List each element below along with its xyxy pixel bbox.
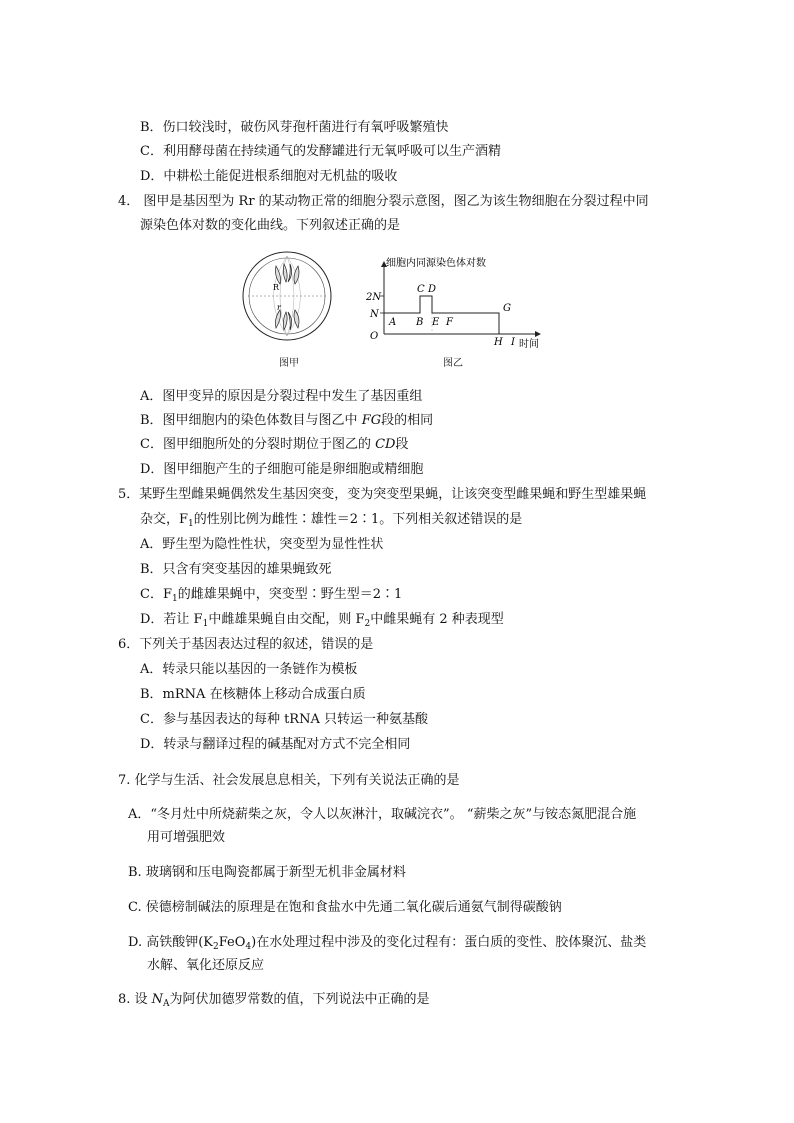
y-tick-2n: 2N xyxy=(366,292,382,303)
q7-option-a-line2: 用可增强肥效 xyxy=(147,830,226,845)
q4-stem-line2: 源染色体对数的变化曲线。下列叙述正确的是 xyxy=(140,218,401,233)
point-c: C xyxy=(417,284,425,295)
q6-option-a: A．转录只能以基因的一条链作为模板 xyxy=(140,662,358,677)
q5-option-b: B．只含有突变基因的雄果蝇致死 xyxy=(140,562,332,577)
q7-option-d-line2: 水解、氧化还原反应 xyxy=(147,958,265,973)
y-axis-title: 细胞内同源染色体对数 xyxy=(386,258,486,269)
figure-a-cell-diagram xyxy=(240,250,340,350)
origin-label: O xyxy=(370,331,379,342)
q4-option-c: C．图甲细胞所处的分裂时期位于图乙的 CD段 xyxy=(140,437,409,452)
q4-option-a: A．图甲变异的原因是分裂过程中发生了基因重组 xyxy=(140,389,423,404)
point-e: E xyxy=(432,317,440,328)
y-tick-n: N xyxy=(370,309,379,320)
q5-stem-line2: 杂交，$F_1$的性别比例为雌性∶雄性＝2∶1。下列相关叙述错误的是 xyxy=(140,512,523,529)
q6-stem: 6．下列关于基因表达过程的叙述，错误的是 xyxy=(118,637,374,652)
point-f: F xyxy=(446,317,453,328)
point-h: H xyxy=(494,337,503,348)
point-b: B xyxy=(416,317,424,328)
figure-b-caption: 图乙 xyxy=(443,358,463,369)
curve-line xyxy=(384,296,499,334)
point-a: A xyxy=(389,317,397,328)
q3-option-b: B．伤口较浅时，破伤风芽孢杆菌进行有氧呼吸繁殖快 xyxy=(140,120,449,135)
q7-option-d-line1: D. 高铁酸钾$(K_2FeO_4)$在水处理过程中涉及的变化过程有：蛋白质的变性、胶体聚沉、盐类 xyxy=(128,935,647,952)
q4-option-b: B．图甲细胞内的染色体数目与图乙中 FG段的相同 xyxy=(140,413,434,428)
q5-option-a: A．野生型为隐性性状，突变型为显性性状 xyxy=(140,537,384,552)
q7-option-c: C. 侯德榜制碱法的原理是在饱和食盐水中先通二氧化碳后通氨气制得碳酸钠 xyxy=(128,900,562,915)
q5-option-c: C．$F_1$的雌雄果蝇中，突变型∶野生型＝2∶1 xyxy=(140,587,403,604)
q7-option-b: B. 玻璃钢和压电陶瓷都属于新型无机非金属材料 xyxy=(128,865,406,880)
point-d: D xyxy=(428,284,437,295)
q4-option-d: D．图甲细胞产生的子细胞可能是卵细胞或精细胞 xyxy=(140,462,424,477)
figure-b-chart xyxy=(362,252,552,352)
q6-option-b: B．mRNA 在核糖体上移动合成蛋白质 xyxy=(140,687,366,702)
x-axis-title: 时间 xyxy=(519,339,539,350)
q8-stem: 8. 设 $N_A$为阿伏加德罗常数的值，下列说法中正确的是 xyxy=(118,992,430,1009)
gene-label-lower: r xyxy=(277,303,281,312)
q6-option-d: D．转录与翻译过程的碱基配对方式不完全相同 xyxy=(140,737,411,752)
q3-option-d: D．中耕松土能促进根系细胞对无机盐的吸收 xyxy=(140,169,398,184)
q5-stem-line1: 5．某野生型雌果蝇偶然发生基因突变，变为突变型果蝇，让该突变型雌果蝇和野生型雄果蝇 xyxy=(118,487,647,502)
q7-option-a-line1: A．“冬月灶中所烧薪柴之灰，令人以灰淋汁，取碱浣衣”。 “薪柴之灰”与铵态氮肥混合施 xyxy=(128,807,637,822)
q6-option-c: C．参与基因表达的每种 tRNA 只转运一种氨基酸 xyxy=(140,712,428,727)
gene-label-upper: R xyxy=(273,283,280,292)
point-i: I xyxy=(511,337,515,348)
point-g: G xyxy=(503,303,511,314)
figure-a-caption: 图甲 xyxy=(279,358,299,369)
q5-option-d: D．若让 $F_1$中雌雄果蝇自由交配，则 $F_2$中雌果蝇有 2 种表现型 xyxy=(140,612,504,629)
q3-option-c: C．利用酵母菌在持续通气的发酵罐进行无氧呼吸可以生产酒精 xyxy=(140,144,501,159)
q7-stem: 7. 化学与生活、社会发展息息相关，下列有关说法正确的是 xyxy=(118,773,460,788)
q4-stem-line1: 4． 图甲是基因型为 Rr 的某动物正常的细胞分裂示意图，图乙为该生物细胞在分裂过程中同 xyxy=(118,194,649,209)
